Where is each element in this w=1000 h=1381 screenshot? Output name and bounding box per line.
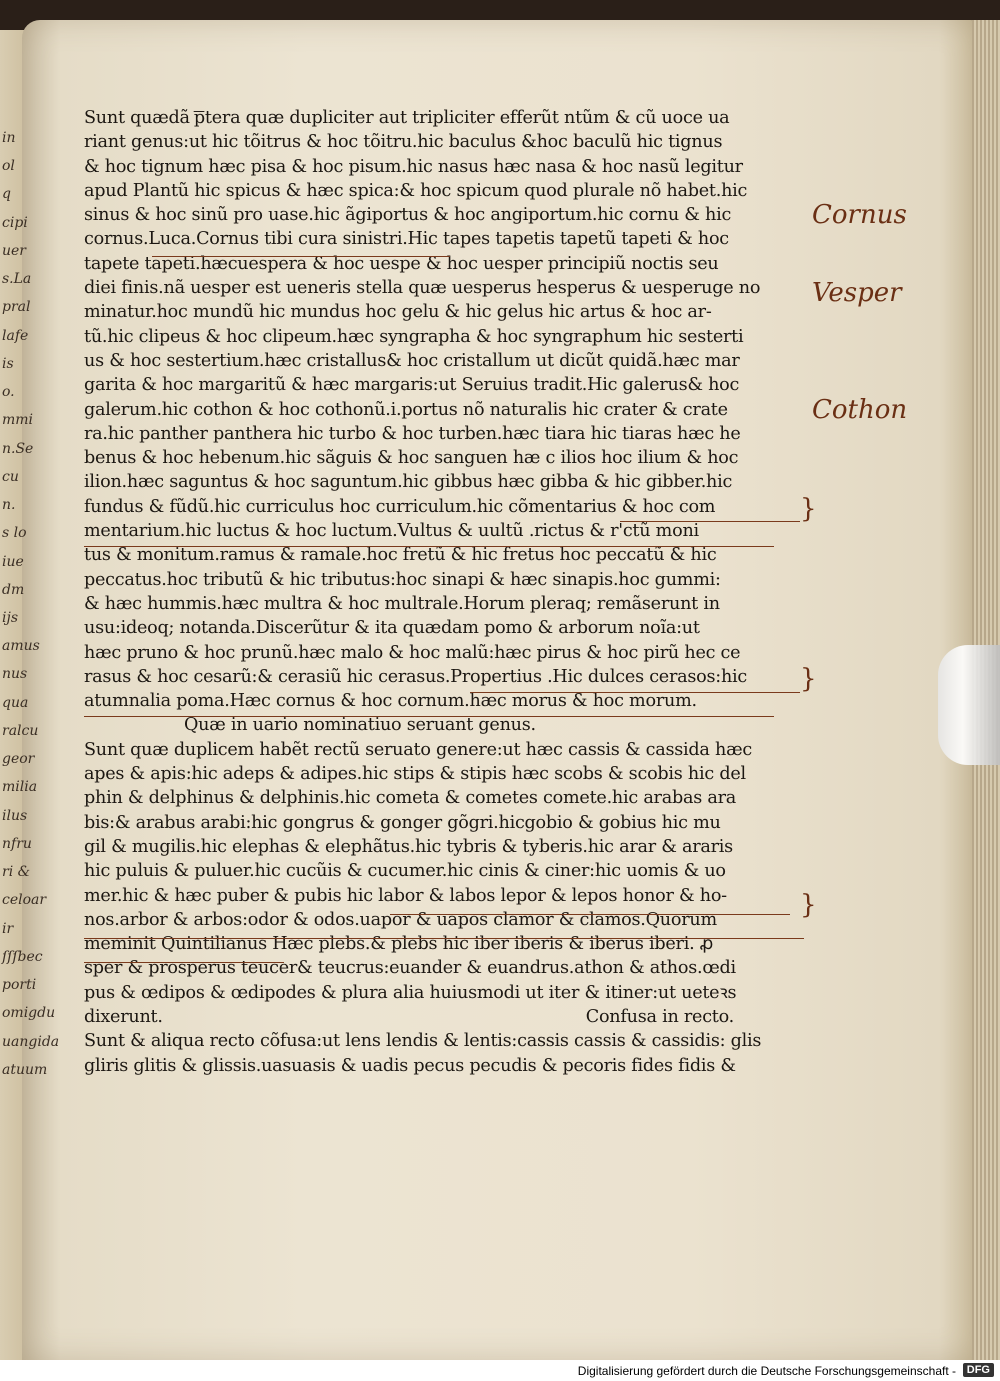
underline-nos [84,938,804,939]
underline-comentarius [620,521,800,522]
text-line: minatur.hoc mundũ hic mundus hoc gelu & hic gelus hic artus & hoc ar- [84,302,712,323]
text-line: tapete tapeti.hæcuespera & hoc uespe & hoc uesper principiũ noctis seu [84,253,719,274]
margin-note-cornus: Cornus [812,200,907,230]
printed-text-block [84,106,814,1078]
facing-page-fragment: ſſſbec [2,948,43,965]
facing-page-fragment: cu [2,468,19,485]
text-line: tũ.hic clipeus & hoc clipeum.hæc syngrapha & hoc syngraphum hic sesterti [84,326,744,347]
text-line: apud Plantũ hic spicus & hæc spica:& hoc spicum quod plurale nõ habet.hic [84,180,748,201]
facing-page-fragment: n. [2,497,16,514]
text-line: ilion.hæc saguntus & hoc saguntum.hic gibbus hæc gibba & hic gibber.hic [84,472,733,493]
facing-page-fragment: q [2,186,11,203]
facing-page-fragment: nus [2,666,28,683]
facing-page-fragment: milia [2,779,38,796]
facing-page-fragment: uangida [2,1033,60,1050]
paragraph-1 [84,106,814,713]
facing-page-fragment: atuum [2,1061,48,1078]
margin-bracket-1: } [800,494,817,524]
text-line: Sunt quæ duplicem habẽt rectũ seruato genere:ut hæc cassis & cassida hæc [84,739,752,760]
text-line: hic puluis & puluer.hic cucũis & cucumer.hic cinis & ciner:hic uomis & uo [84,861,726,882]
facing-page-fragment: ralcu [2,722,39,739]
facing-page-fragment: is [2,355,14,372]
paragraph-2 [84,738,814,1005]
text-line: nos.arbor & arbos:odor & odos.uapor & uapos clamor & clamos.Quorum [84,909,717,930]
text-line: cornus.Luca.Cornus tibi cura sinistri.Hic tapes tapetis tapetũ tapeti & hoc [84,229,729,250]
page-clip [938,645,1000,765]
underline-mentarium [84,546,774,547]
underline-labor [390,914,790,915]
facing-page-fragment: uer [2,242,26,259]
text-line: galerum.hic cothon & hoc cothonũ.i.portus nõ naturalis hic crater & crate [84,399,728,420]
split-line-left: dixerunt. [84,1006,163,1027]
text-line: phin & delphinus & delphinis.hic cometa & cometes comete.hic arabas ara [84,788,736,809]
facing-page-fragment: geor [2,751,35,768]
text-line: apes & apis:hic adeps & adipes.hic stips & stipis hæc scobs & scobis hic del [84,764,746,785]
facing-page-fragment: in [2,130,16,146]
facing-page-fragment: o. [2,384,15,401]
facing-page-fragment: pral [2,299,31,316]
text-line: gliris glitis & glissis.uasuasis & uadis pecus pecudis & pecoris fides fidis & [84,1055,736,1076]
text-line: ra.hic panther panthera hic turbo & hoc turben.hæc tiara hic tiaras hæc he [84,423,741,444]
text-line: us & hoc sestertium.hæc cristallus& hoc cristallum ut dicũt quidã.hæc mar [84,350,740,371]
facing-page-fragment: s.La [2,271,32,288]
facing-page-fragment: ri & [2,864,31,881]
facing-page-fragment: mmi [2,412,34,429]
facing-page-fragment: qua [2,694,29,711]
underline-atumnalia [84,716,774,717]
margin-note-cothon: Cothon [812,395,908,425]
facing-page-fragment: celoar [2,892,47,909]
dfg-logo: DFG [963,1363,994,1377]
text-line: meminit Quintilianus Hæc plebs.& plebs hic iber iberis & iberus iberi. ꝓ [84,934,714,955]
text-line: usu:ideoq; notanda.Discerũtur & ita quædam pomo & arborum noĩa:ut [84,618,700,639]
facing-page-fragment: nfru [2,835,32,852]
margin-bracket-2: } [800,664,817,694]
facing-page-fragment: ir [2,920,14,937]
text-line: riant genus:ut hic tõitrus & hoc tõitru.hic baculus &hoc baculũ hic tignus [84,132,723,153]
facing-page-fragment: amus [2,638,40,655]
facing-page-fragment: s lo [2,525,27,542]
text-line: hæc pruno & hoc prunũ.hæc malo & hoc malũ:hæc pirus & hoc pirũ hec ce [84,642,741,663]
margin-bracket-3: } [800,890,817,920]
margin-note-vesper: Vesper [812,278,902,308]
text-line: atumnalia poma.Hæc cornus & hoc cornum.hæc morus & hoc morum. [84,691,697,712]
text-line: sper & prosperus teucer& teucrus:euander & euandrus.athon & athos.œdi [84,958,736,979]
text-line: rasus & hoc cesarũ:& cerasiũ hic cerasus.Propertius .Hic dulces cerasos:hic [84,666,747,687]
section-heading-2: Confusa in recto. [585,1006,734,1027]
footer-bar [0,1360,1000,1381]
underline-propertius [470,692,800,693]
text-line: fundus & fũdũ.hic curriculus hoc curriculum.hic cõmentarius & hoc com [84,496,716,517]
facing-page-fragment: n.Se [2,440,34,457]
facing-page-fragment: cipi [2,214,28,231]
facing-page-fragment: dm [2,581,25,598]
text-line: sinus & hoc sinũ pro uase.hic ãgiportus & hoc angiportum.hic cornu & hic [84,205,732,226]
text-line: Sunt & aliqua recto cõfusa:ut lens lendis & lentis:cassis cassis & cassidis: glis [84,1031,762,1052]
facing-page-fragment: ol [2,158,15,175]
text-line: gil & mugilis.hic elephas & elephãtus.hic tybris & tyberis.hic arar & araris [84,836,733,857]
text-line: diei finis.nã uesper est ueneris stella quæ uesperus hesperus & uesperuge no [84,278,761,299]
facing-page-fragment: omigdu [2,1005,56,1022]
text-line: & hoc tignum hæc pisa & hoc pisum.hic nasus hæc nasa & hoc nasũ legitur [84,156,743,177]
text-line: mer.hic & hæc puber & pubis hic labor & labos lepor & lepos honor & ho- [84,885,727,906]
facing-page-fragment: ilus [2,807,28,824]
split-line [84,1005,734,1029]
text-line: benus & hoc hebenum.hic sãguis & hoc sanguen hæ c ilios hoc ilium & hoc [84,448,739,469]
text-line: peccatus.hoc tributũ & hic tributus:hoc sinapi & hæc sinapis.hoc gummi: [84,569,721,590]
facing-page-fragment: lafe [2,327,29,344]
text-line: bis:& arabus arabi:hic gongrus & gonger gõgri.hicgobio & gobius hic mu [84,812,721,833]
facing-page-fragment: porti [2,977,37,994]
section-heading: Quæ in uario nominatiuo seruant genus. [184,715,536,736]
paragraph-3 [84,1029,814,1078]
text-line: Sunt quædã ͞ptera quæ dupliciter aut tripliciter efferũt ntũm & cũ uoce ua [84,108,730,128]
text-line: mentarium.hic luctus & hoc luctum.Vultus & uultũ .rictus & r'ctũ moni [84,521,699,542]
footer-credit: Digitalisierung gefördert durch die Deutsche Forschungsgemeinschaft - [577,1364,956,1378]
underline-luca [152,256,450,257]
text-line: garita & hoc margaritũ & hæc margaris:ut Seruius tradit.Hic galerus& hoc [84,375,740,396]
text-line: tus & monitum.ramus & ramale.hoc fretũ & hic fretus hoc peccatũ & hic [84,545,717,566]
underline-meminit [84,962,284,963]
text-line: pus & œdipos & œdipodes & plura alia huiusmodi ut iter & itiner:ut ueteꝛs [84,982,737,1003]
facing-page-fragment: ijs [2,610,19,626]
facing-page-fragment: iue [2,553,24,570]
text-line: & hæc hummis.hæc multra & hoc multrale.Horum pleraq; remãserunt in [84,593,720,614]
